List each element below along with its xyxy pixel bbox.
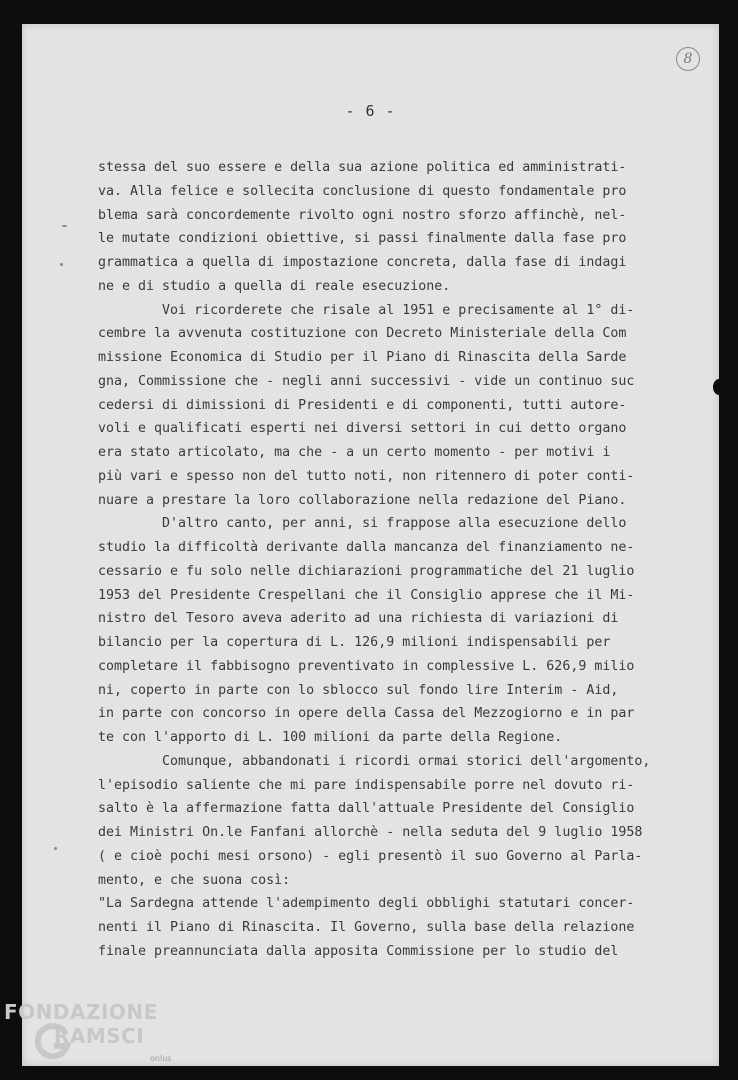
text-line: Comunque, abbandonati i ricordi ormai storici dell'argomento, xyxy=(98,753,651,769)
paper-speck xyxy=(60,263,63,266)
text-line: era stato articolato, ma che - a un certo momento - per motivi i xyxy=(98,445,611,460)
page-circle-marker xyxy=(676,47,700,71)
text-line: finale preannunciata dalla apposita Commissione per lo studio del xyxy=(98,943,619,959)
text-line: ni, coperto in parte con lo sblocco sul fondo lire Interim - Aid, xyxy=(98,682,619,698)
watermark-line1: FONDAZIONE xyxy=(4,1000,158,1024)
text-line: blema sarà concordemente rivolto ogni nostro sforzo affinchè, nel- xyxy=(98,207,627,223)
text-line: missione Economica di Studio per il Piano di Rinascita della Sarde xyxy=(98,350,627,365)
text-line: "La Sardegna attende l'adempimento degli obblighi statutari concer- xyxy=(98,896,635,912)
text-line: mento, e che suona così: xyxy=(98,872,291,888)
text-line: completare il fabbisogno preventivato in complessive L. 626,9 milio xyxy=(98,658,635,674)
text-line: te con l'apporto di L. 100 milioni da parte della Regione. xyxy=(98,730,563,745)
text-line: ne e di studio a quella di reale esecuzione. xyxy=(98,278,451,294)
text-line: studio la difficoltà derivante dalla mancanza del finanziamento ne- xyxy=(98,540,635,555)
watermark-logo xyxy=(4,1000,204,1076)
paper-speck xyxy=(62,225,67,227)
corner-marker-text: 8 xyxy=(683,51,693,67)
text-line: in parte con concorso in opere della Cassa del Mezzogiorno e in par xyxy=(98,706,635,722)
text-line: 1953 del Presidente Crespellani che il Consiglio apprese che il Mi- xyxy=(98,587,635,603)
text-line: stessa del suo essere e della sua azione politica ed amministrati- xyxy=(98,160,627,175)
watermark-suffix: onlus xyxy=(150,1054,172,1063)
paper-speck xyxy=(54,847,57,850)
text-line: cessario e fu solo nelle dichiarazioni programmatiche del 21 luglio xyxy=(98,563,635,579)
text-line: nistro del Tesoro aveva aderito ad una richiesta di variazioni di xyxy=(98,611,619,627)
text-line: voli e qualificati esperti nei diversi settori in cui detto organo xyxy=(98,421,627,437)
text-line: le mutate condizioni obiettive, si passi finalmente dalla fase pro xyxy=(98,231,627,247)
text-line: va. Alla felice e sollecita conclusione di questo fondamentale pro xyxy=(98,183,627,199)
text-line: gna, Commissione che - negli anni successivi - vide un continuo suc xyxy=(98,373,635,389)
text-line: l'episodio saliente che mi pare indispensabile porre nel dovuto ri- xyxy=(98,777,635,793)
page-edge-notch xyxy=(713,379,725,395)
text-line: cedersi di dimissioni di Presidenti e di componenti, tutti autore- xyxy=(98,397,627,413)
text-line: nuare a prestare la loro collaborazione nella redazione del Piano. xyxy=(98,492,627,508)
text-line: grammatica a quella di impostazione concreta, dalla fase di indagi xyxy=(98,255,627,270)
text-line: più vari e spesso non del tutto noti, non ritennero di poter conti- xyxy=(98,468,635,484)
text-line: D'altro canto, per anni, si frappose alla esecuzione dello xyxy=(98,516,627,532)
text-line: dei Ministri On.le Fanfani allorchè - nella seduta del 9 luglio 1958 xyxy=(98,825,643,840)
text-line: nenti il Piano di Rinascita. Il Governo, sulla base della relazione xyxy=(98,920,635,935)
text-line: ( e cioè pochi mesi orsono) - egli presentò il suo Governo al Parla- xyxy=(98,848,643,864)
document-page xyxy=(22,24,719,1066)
text-line: bilancio per la copertura di L. 126,9 milioni indispensabili per xyxy=(98,635,611,650)
watermark-line2: RAMSCI xyxy=(54,1024,145,1048)
text-line: Voi ricorderete che risale al 1951 e precisamente al 1° di- xyxy=(98,302,635,318)
text-line: salto è la affermazione fatta dall'attuale Presidente del Consiglio xyxy=(98,801,635,817)
page-number: - 6 - xyxy=(345,102,396,120)
document-body xyxy=(98,156,668,964)
text-line: cembre la avvenuta costituzione con Decreto Ministeriale della Com xyxy=(98,326,627,342)
